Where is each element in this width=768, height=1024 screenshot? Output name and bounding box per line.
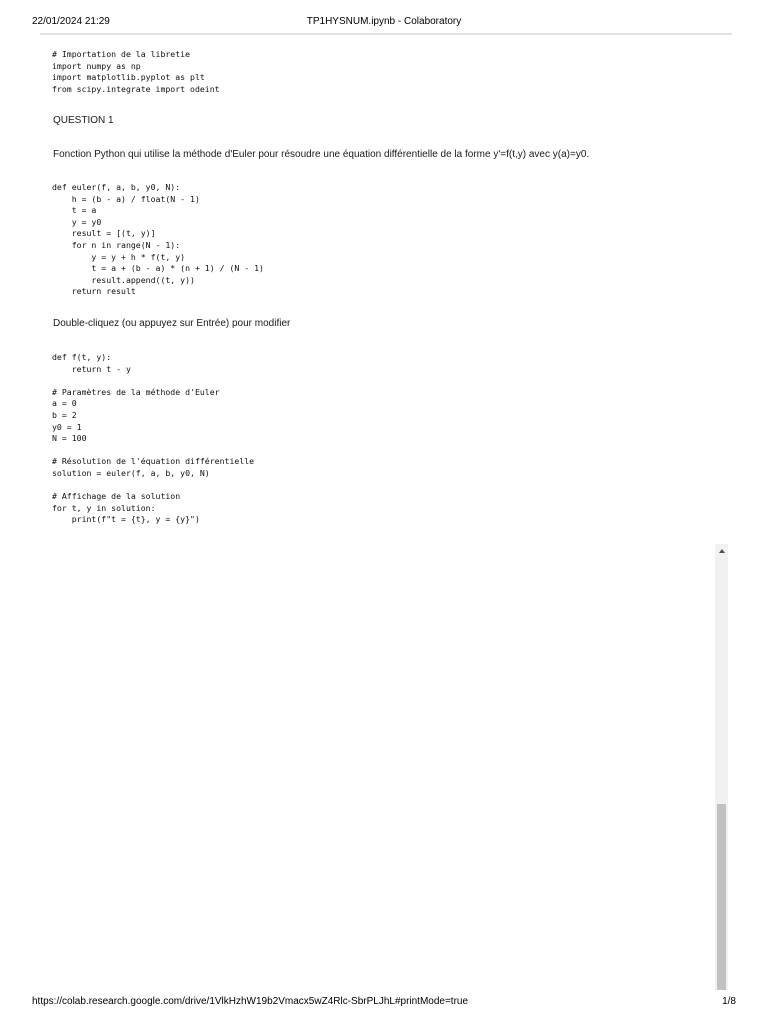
euler-code-cell[interactable]: def euler(f, a, b, y0, N): h = (b - a) / float(N - 1) t = a y = y0 result = [(t, y)] for n in range(N - 1): y = y + h * f(t, y) t = a + (b - a) * (n + 1) / (N - 1) result.append((t, y)) return result <box>52 182 264 297</box>
page-url: https://colab.research.google.com/drive/1VlkHzhW19b2Vmacx5wZ4Rlc-SbrPLJhL#printMode=true <box>32 996 469 1007</box>
header-divider <box>40 33 732 35</box>
page-indicator: 1/8 <box>722 996 736 1007</box>
print-datetime: 22/01/2024 21:29 <box>32 16 110 27</box>
description-text-cell[interactable]: Fonction Python qui utilise la méthode d'Euler pour résoudre une équation différentielle de la forme y'=f(t,y) avec y(a)=y0. <box>53 149 590 160</box>
triangle-up-icon <box>719 549 725 553</box>
scroll-up-button[interactable] <box>715 544 728 557</box>
output-scrollbar[interactable] <box>715 544 728 990</box>
document-title: TP1HYSNUM.ipynb - Colaboratory <box>306 16 462 27</box>
empty-text-cell-hint[interactable]: Double-cliquez (ou appuyez sur Entrée) pour modifier <box>53 318 291 329</box>
print-header <box>32 16 736 30</box>
scroll-thumb[interactable] <box>717 804 726 990</box>
print-footer <box>32 996 736 1010</box>
solve-code-cell[interactable]: def f(t, y): return t - y # Paramètres de la méthode d'Euler a = 0 b = 2 y0 = 1 N = 100 # Résolution de l'équation différentielle solution = euler(f, a, b, y0, N) # Affichage de la solution for t, y in solution: print(f"t = {t}, y = {y}") <box>52 352 255 525</box>
question-heading[interactable]: QUESTION 1 <box>53 115 114 126</box>
imports-code-cell[interactable]: # Importation de la libretie import numpy as np import matplotlib.pyplot as plt from scipy.integrate import odeint <box>52 49 220 94</box>
